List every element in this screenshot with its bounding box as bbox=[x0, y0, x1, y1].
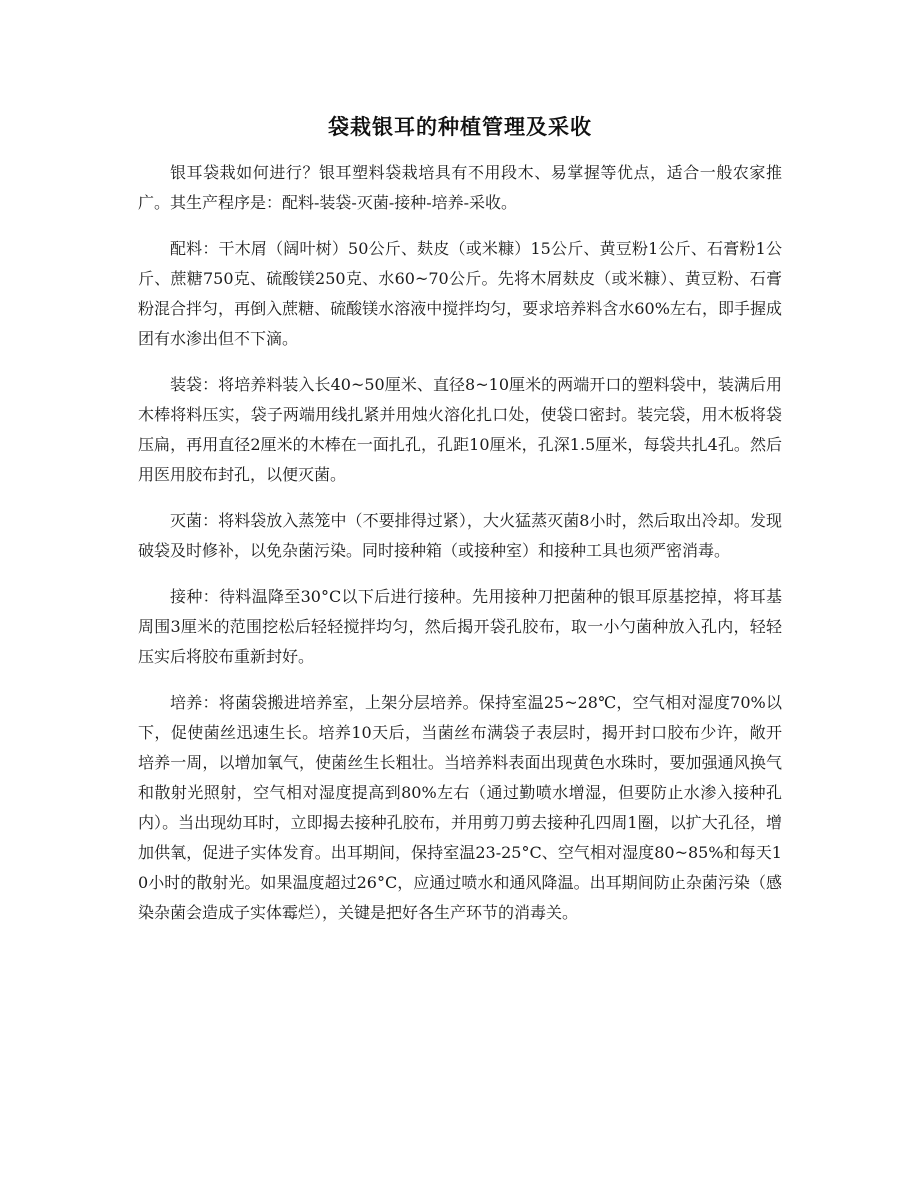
paragraph-cultivation: 培养：将菌袋搬进培养室，上架分层培养。保持室温25~28℃，空气相对湿度70%以下，促使菌丝迅速生长。培养10天后，当菌丝布满袋子表层时，揭开封口胶布少许，敞开培养一周，以增加氧气，使菌丝生长粗壮。当培养料表面出现黄色水珠时，要加强通风换气和散射光照射，空气相对湿度提高到80%左右（通过勤喷水增湿，但要防止水渗入接种孔内）。当出现幼耳时，立即揭去接种孔胶布，并用剪刀剪去接种孔四周1圈，以扩大孔径，增加供氧，促进子实体发育。出耳期间，保持室温23-25°C、空气相对湿度80~85%和每天10小时的散射光。如果温度超过26°C，应通过喷水和通风降温。出耳期间防止杂菌污染（感染杂菌会造成子实体霉烂），关键是把好各生产环节的消毒关。 bbox=[138, 693, 782, 922]
paragraph-sterilization: 灭菌：将料袋放入蒸笼中（不要排得过紧），大火猛蒸灭菌8小时，然后取出冷却。发现破袋及时修补，以免杂菌污染。同时接种箱（或接种室）和接种工具也须严密消毒。 bbox=[138, 511, 782, 560]
document-title: 袋栽银耳的种植管理及采收 bbox=[328, 115, 592, 139]
document-body bbox=[138, 158, 782, 928]
paragraph-bagging: 装袋：将培养料装入长40~50厘米、直径8~10厘米的两端开口的塑料袋中，装满后用木棒将料压实，袋子两端用线扎紧并用烛火溶化扎口处，使袋口密封。装完袋，用木板将袋压扁，再用直径2厘米的木棒在一面扎孔，孔距10厘米，孔深1.5厘米，每袋共扎4孔。然后用医用胶布封孔，以便灭菌。 bbox=[138, 375, 782, 484]
paragraph-intro: 银耳袋栽如何进行？银耳塑料袋栽培具有不用段木、易掌握等优点，适合一般农家推广。其生产程序是：配料-装袋-灭菌-接种-培养-采收。 bbox=[138, 163, 782, 212]
paragraph-ingredients: 配料：干木屑（阔叶树）50公斤、麸皮（或米糠）15公斤、黄豆粉1公斤、石膏粉1公斤、蔗糖750克、硫酸镁250克、水60~70公斤。先将木屑麸皮（或米糠）、黄豆粉、石膏粉混合拌匀，再倒入蔗糖、硫酸镁水溶液中搅拌均匀，要求培养料含水60%左右，即手握成团有水渗出但不下滴。 bbox=[138, 239, 782, 348]
paragraph-inoculation: 接种：待料温降至30°C以下后进行接种。先用接种刀把菌种的银耳原基挖掉，将耳基周围3厘米的范围挖松后轻轻搅拌均匀，然后揭开袋孔胶布，取一小勺菌种放入孔内，轻轻压实后将胶布重新封好。 bbox=[138, 587, 782, 666]
